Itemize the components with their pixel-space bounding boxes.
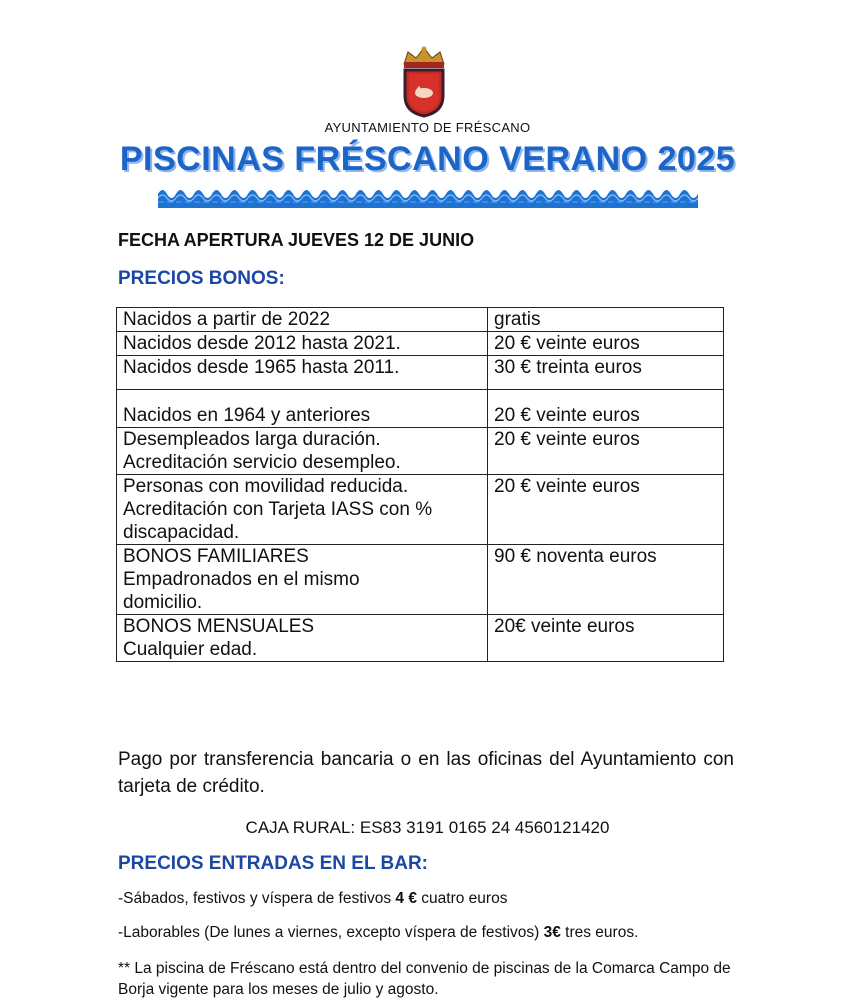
bank-account: CAJA RURAL: ES83 3191 0165 24 4560121420: [245, 818, 610, 837]
table-row: [117, 308, 724, 332]
price-cell: 20 € veinte euros: [488, 390, 724, 428]
price-cell: 20 € veinte euros: [488, 475, 724, 545]
category-cell: [117, 356, 488, 390]
price-cell: 30 € treinta euros: [488, 356, 724, 390]
price-table: [116, 307, 724, 662]
category-line: Empadronados en el mismo: [123, 569, 360, 590]
price-cell: gratis: [488, 308, 724, 332]
category-cell: [117, 390, 488, 428]
category-line: Nacidos desde 1965 hasta 2011.: [123, 357, 400, 378]
category-line: discapacidad.: [123, 522, 240, 543]
category-line: Acreditación servicio desempleo.: [123, 452, 401, 473]
price-cell: 20 € veinte euros: [488, 428, 724, 475]
table-row: [117, 428, 724, 475]
table-row: [117, 545, 724, 615]
category-line: Nacidos a partir de 2022: [123, 309, 331, 330]
category-line: Nacidos desde 2012 hasta 2021.: [123, 333, 401, 354]
category-line: Nacidos en 1964 y anteriores: [123, 405, 371, 426]
coat-of-arms-icon: [398, 44, 450, 118]
table-row: [117, 356, 724, 390]
bar-price-weekend: -Sábados, festivos y víspera de festivos 4 € cuatro euros: [118, 890, 508, 907]
price-cell: 20€ veinte euros: [488, 615, 724, 662]
water-waves-icon: [158, 186, 698, 210]
organization-name: AYUNTAMIENTO DE FRÉSCANO: [324, 120, 531, 135]
category-cell: [117, 475, 488, 545]
section-heading-bar: PRECIOS ENTRADAS EN EL BAR:: [118, 853, 429, 874]
category-line: BONOS FAMILIARES: [123, 546, 309, 567]
category-line: Desempleados larga duración.: [123, 429, 381, 450]
page-title: PISCINAS FRÉSCANO VERANO 2025: [119, 140, 736, 178]
category-line: Personas con movilidad reducida.: [123, 476, 409, 497]
category-cell: [117, 615, 488, 662]
table-row: [117, 390, 724, 428]
category-cell: [117, 428, 488, 475]
category-line: Cualquier edad.: [123, 639, 258, 660]
category-cell: [117, 545, 488, 615]
opening-date: FECHA APERTURA JUEVES 12 DE JUNIO: [118, 230, 475, 250]
table-row: [117, 615, 724, 662]
table-row: [117, 332, 724, 356]
payment-info: Pago por transferencia bancaria o en las oficinas del Ayuntamiento con tarjeta de crédito.: [118, 749, 734, 797]
price-cell: 90 € noventa euros: [488, 545, 724, 615]
category-line: domicilio.: [123, 592, 203, 613]
category-line: BONOS MENSUALES: [123, 616, 315, 637]
footnote: ** La piscina de Fréscano está dentro del convenio de piscinas de la Comarca Campo de Borja vigente para los meses de julio y agosto.: [118, 960, 731, 998]
section-heading-bonos: PRECIOS BONOS:: [118, 268, 285, 289]
price-cell: 20 € veinte euros: [488, 332, 724, 356]
category-cell: [117, 308, 488, 332]
bar-price-weekday: -Laborables (De lunes a viernes, excepto víspera de festivos) 3€ tres euros.: [118, 924, 639, 941]
table-row: [117, 475, 724, 545]
category-cell: [117, 332, 488, 356]
category-line: Acreditación con Tarjeta IASS con %: [123, 499, 433, 520]
